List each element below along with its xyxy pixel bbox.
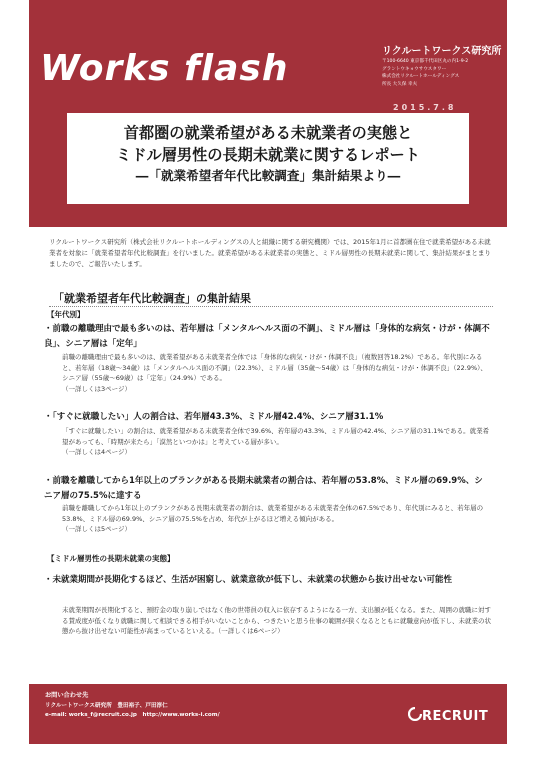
finding-3-more: （一詳しくは5ページ） — [62, 525, 132, 533]
recruit-logo-icon — [408, 707, 422, 721]
finding-2-more: （一詳しくは4ページ） — [62, 448, 132, 456]
page-title-line2: ミドル層男性の長期未就業に関するレポート — [116, 146, 420, 164]
finding-1-more: （一詳しくは3ページ） — [62, 384, 132, 393]
org-company: 株式会社リクルートホールディングス — [382, 74, 460, 79]
finding-3-body — [62, 503, 492, 535]
publish-date: 2015.7.8 — [393, 103, 457, 112]
page-subtitle: ―「就業希望者年代比較調査」集計結果より― — [135, 168, 401, 183]
section-divider — [49, 306, 493, 307]
finding-1-body — [62, 352, 492, 394]
intro-paragraph: リクルートワークス研究所（株式会社リクルートホールディングスの人と組織に関する研究機関）では、2015年1月に首都圏在住で就業希望がある未就業者を対象に「就業希望者年代比較調査」を行いました。就業希望がある未就業者の実態と、ミドル層男性の長期未就業に関して、集計結果がまとまりましたので、ご報告いたします。 — [49, 238, 491, 268]
org-info — [382, 45, 504, 88]
contact-heading: お問い合わせ先 — [45, 692, 89, 699]
finding-3-text: 前職を離職してから1年以上のブランクがある長期未就業者の割合は、就業希望がある未就業者全体の67.5%であり、年代別にみると、若年層の53.8%、ミドル層の69.9%、シニア層の75.5%を占め、年代が上がるほど増える傾向がある。 — [62, 504, 484, 523]
contact-block — [45, 690, 220, 720]
works-flash-logo: Works flash — [40, 48, 289, 89]
finding-1-text: 前職の離職理由で最も多いのは、就業希望がある未就業者全体では「身体的な病気・けが・体調不良」（複数回答18.2%）である。年代別にみると、若年層（18歳～34歳）は「メンタルヘルス面の不調」（22.3%）、ミドル層（35歳～54歳）は「身体的な病気・けが・体調不良」（22.9%）、シニア層（55歳～69歳）は「定年」（24.9%）である。 — [62, 353, 487, 382]
contact-names: リクルートワークス研究所 豊田裕子、戸田淳仁 — [45, 703, 168, 709]
section-heading: 「就業希望者年代比較調査」の集計結果 — [53, 292, 251, 305]
recruit-logo: RECRUIT — [422, 709, 489, 724]
finding-1-heading: ・前職の離職理由で最も多いのは、若年層は「メンタルヘルス面の不調」、ミドル層は「身体的な病気・けが・体調不良」、シニア層は「定年」 — [44, 324, 490, 349]
finding-4-body: 未就業期間が長期化すると、預貯金の取り崩しではなく他の世帯員の収入に依存するようになる一方、支出額が低くなる。また、周囲の就職に対する賛成度が低くなり就職に関して相談できる相手がいないことから、つきたいと思う仕事の範囲が狭くなるとともに就職意向が低下し、未就業の状態から抜け出せない可能性が高まっているといえる。（一詳しくは6ページ） — [62, 606, 491, 635]
title-box — [67, 113, 469, 204]
finding-2-body — [62, 426, 492, 458]
org-building: グラントウキョウサウスタワー — [382, 66, 447, 72]
contact-email: e-mail: works_f@recruit.co.jp http://www.works-i.com/ — [45, 712, 220, 718]
org-name: リクルートワークス研究所 — [382, 46, 502, 57]
finding-4-heading: ・未就業期間が長期化するほど、生活が困窮し、就業意欲が低下し、未就業の状態から抜け出せない可能性 — [44, 575, 453, 585]
finding-2-heading: ・「すぐに就職したい」人の割合は、若年層43.3%、ミドル層42.4%、シニア層31.1% — [44, 412, 384, 422]
finding-2-text: 「すぐに就職したい」の割合は、就業希望がある未就業者全体で39.6%、若年層の43.3%、ミドル層の42.4%、シニア層の31.1%である。就業希望があっても、「時期が来たら」「漠然といつかは」と考えている層が多い。 — [62, 427, 490, 446]
org-address: 〒100-6640 東京都千代田区丸の内1-9-2 — [382, 59, 469, 64]
tag-by-age: 【年代別】 — [47, 310, 85, 319]
org-director: 所長 大久保 幸夫 — [382, 81, 418, 87]
tag-middle-male: 【ミドル層男性の長期未就業の実態】 — [47, 554, 175, 563]
finding-3-heading: ・前職を離職してから1年以上のブランクがある長期未就業者の割合は、若年層の53.8%、ミドル層の69.9%、シニア層の75.5%に達する — [44, 476, 483, 501]
page-title-line1: 首都圏の就業希望がある未就業者の実態と — [123, 124, 413, 142]
